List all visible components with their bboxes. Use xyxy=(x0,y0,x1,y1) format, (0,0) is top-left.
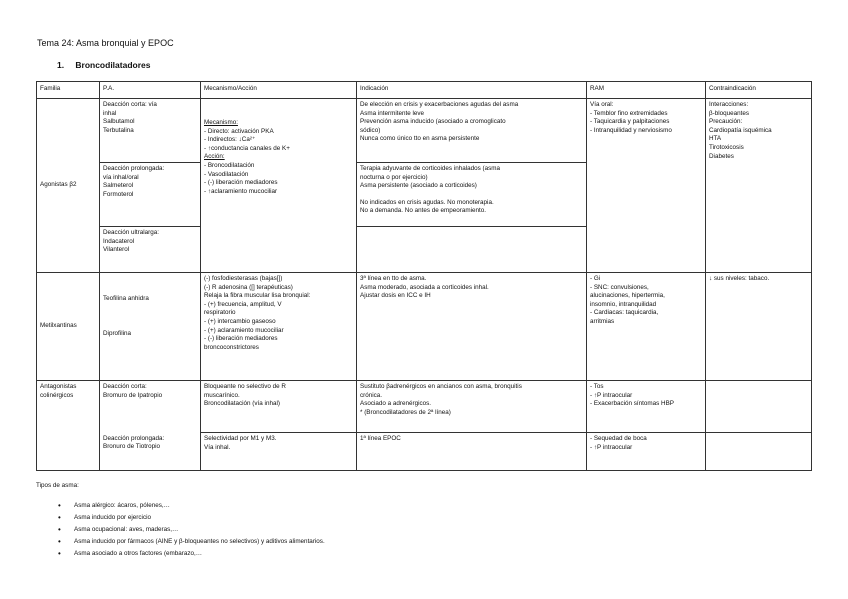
pa-ipratropio xyxy=(100,381,201,433)
table-row xyxy=(37,99,812,163)
cell-line: * (Broncodilatadores de 2ª línea) xyxy=(360,408,451,416)
pa-accion-prolongada xyxy=(100,163,201,227)
cell-line: Diabetes xyxy=(709,152,734,160)
list-item: • Asma asociado a otros factores (embarazo,… xyxy=(58,548,325,560)
cell-line: Bloqueante no selectivo de R xyxy=(204,383,286,390)
cell-line: Indacaterol xyxy=(103,237,135,245)
table-row xyxy=(37,273,812,381)
cell-line: - (+) intercambio gaseoso xyxy=(204,317,276,325)
cell-line: Sustituto βadrenérgicos en ancianos con asma, bronquitis xyxy=(360,383,522,390)
cell-line: - SNC: convulsiones, xyxy=(590,283,649,291)
cell-line: Diprofilina xyxy=(103,329,131,337)
cell-line: - Vasodilatación xyxy=(204,170,249,178)
mecanismo-metilxantinas xyxy=(201,273,357,381)
cell-line: 1ª línea EPOC xyxy=(360,435,401,442)
cell-line: Vilanterol xyxy=(103,246,130,254)
cell-line: sódico) xyxy=(360,126,381,134)
cell-line: Nunca como único tto en asma persistente xyxy=(360,135,480,143)
cell-line: - Exacerbación síntomas HBP xyxy=(590,400,674,408)
cell-line: (-) fosfodiesterasas (bajas[]) xyxy=(204,275,283,282)
cell-line: - ↑aclaramiento mucociliar xyxy=(204,187,278,195)
cell-line: Asociado a adrenérgicos. xyxy=(360,400,432,408)
cell-line: Deacción corta: vía xyxy=(103,101,157,108)
cell-line: Asma persistente (asociado a corticoides) xyxy=(360,182,477,190)
cell-line: vía inhal/oral xyxy=(103,173,139,181)
pa-accion-corta xyxy=(100,99,201,163)
cell-line: Interacciones: xyxy=(709,101,749,108)
bronchodilators-table xyxy=(36,81,812,471)
cell-line: 3ª línea en tto de asma. xyxy=(360,275,427,282)
cell-line: Relaja la fibra muscular lisa bronquial: xyxy=(204,292,311,300)
cell-line: (-) R adenosina ([] terapéuticas) xyxy=(204,283,293,291)
section-number: 1. xyxy=(57,60,65,70)
section-title: Broncodilatadores xyxy=(75,60,151,70)
cell-line: muscarínico. xyxy=(204,391,240,399)
cell-line: Bronuro de Tiotropio xyxy=(103,443,161,451)
cell-line: alucinaciones, hipertermia, xyxy=(590,292,665,300)
cell-line: No a demanda. No antes de empeoramiento. xyxy=(360,207,487,215)
contra-ipratropio xyxy=(706,381,812,433)
familia-antagonistas xyxy=(37,381,100,471)
cell-line: Formoterol xyxy=(103,190,134,198)
cell-line: - Broncodilatación xyxy=(204,161,255,169)
doc-title: Tema 24: Asma bronquial y EPOC xyxy=(37,38,174,48)
cell-line: Terapia adyuvante de corticoides inhalados (asma xyxy=(360,165,501,172)
indicacion-corta xyxy=(357,99,587,163)
ram-agonistas xyxy=(587,99,706,273)
header-mecanismo: Mecanismo/Acción xyxy=(201,82,357,99)
table-row xyxy=(37,433,812,471)
cell-line: - Directo: activación PKA xyxy=(204,127,274,135)
contra-tiotropio xyxy=(706,433,812,471)
cell-line: insomnio, intranquilidad xyxy=(590,300,657,308)
pa-tiotropio xyxy=(100,433,201,471)
asthma-types-list xyxy=(58,500,325,560)
cell-line: Salmeterol xyxy=(103,182,134,190)
list-item: • Asma inducido por ejercicio xyxy=(58,512,325,524)
cell-line: Deacción prolongada: xyxy=(103,165,165,172)
cell-line: - Indirectos: ↓Ca²⁺ xyxy=(204,136,256,144)
cell-line: - ↑conductancia canales de K+ xyxy=(204,144,290,152)
indicacion-metilxantinas xyxy=(357,273,587,381)
header-pa: P.A. xyxy=(100,82,201,99)
cell-line: - (-) liberación mediadores xyxy=(204,335,278,343)
indicacion-ipratropio xyxy=(357,381,587,433)
cell-line: Deacción corta: xyxy=(103,383,147,390)
cell-line: - (+) aclaramiento mucociliar xyxy=(204,326,284,334)
cell-line: Selectividad por M1 y M3. xyxy=(204,435,277,442)
ram-ipratropio xyxy=(587,381,706,433)
cell-line: De elección en crisis y exacerbaciones agudas del asma xyxy=(360,101,519,108)
cell-line: - Temblor fino extremidades xyxy=(590,109,668,117)
cell-line: - (+) frecuencia, amplitud, V xyxy=(204,300,282,308)
cell-line: - Cardiacas: taquicardia, xyxy=(590,309,659,317)
indicacion-prolongada xyxy=(357,163,587,227)
header-familia: Familia xyxy=(37,82,100,99)
familia-agonistas: Agonistas β2 xyxy=(37,99,100,273)
pa-metilxantinas xyxy=(100,273,201,381)
section-heading xyxy=(57,60,150,70)
header-indicacion: Indicación xyxy=(357,82,587,99)
cell-line: Prevención asma inducido (asociado a cromoglicato xyxy=(360,118,506,126)
cell-line: Bromuro de Ipatropio xyxy=(103,391,163,399)
cell-line: HTA xyxy=(709,135,722,143)
cell-line: - Tos xyxy=(590,383,604,390)
cell-line: colinérgicos xyxy=(40,391,74,399)
cell-line: Precaución: xyxy=(709,118,743,126)
cell-line: respiratorio xyxy=(204,309,236,317)
ram-metilxantinas xyxy=(587,273,706,381)
pa-accion-ultralarga xyxy=(100,227,201,273)
cell-line: Antagonistas xyxy=(40,383,77,390)
cell-line: Deacción ultralarga: xyxy=(103,229,160,236)
cell-line: - Taquicardia y palpitaciones xyxy=(590,118,670,126)
cell-line: broncoconstrictores xyxy=(204,343,259,351)
cell-line: crónica. xyxy=(360,391,383,399)
header-contraindicacion: Contraindicación xyxy=(706,82,812,99)
cell-line: nocturna o por ejercicio) xyxy=(360,173,428,181)
mecanismo-ipratropio xyxy=(201,381,357,433)
indicacion-tiotropio xyxy=(357,433,587,471)
cell-line: - ↑P intraocular xyxy=(590,391,633,399)
cell-line: arritmias xyxy=(590,317,615,325)
accion-title: Acción: xyxy=(204,153,225,161)
cell-line: Ajustar dosis en ICC e IH xyxy=(360,292,431,300)
contra-agonistas xyxy=(706,99,812,273)
table-header-row xyxy=(37,82,812,99)
mecanismo-tiotropio xyxy=(201,433,357,471)
table-row xyxy=(37,381,812,433)
mecanismo-title: Mecanismo: xyxy=(204,119,238,126)
cell-line: Salbutamol xyxy=(103,118,135,126)
header-ram: RAM xyxy=(587,82,706,99)
cell-line: Asma moderado, asociada a corticoides inhal. xyxy=(360,283,489,291)
cell-line: β-bloqueantes xyxy=(709,109,750,117)
list-item: • Asma alérgico: ácaros, pólenes,… xyxy=(58,500,325,512)
cell-line: Terbutalina xyxy=(103,126,134,134)
cell-line: Tirotoxicosis xyxy=(709,143,744,151)
cell-line: - Gi xyxy=(590,275,601,282)
mecanismo-agonistas xyxy=(201,99,357,273)
indicacion-ultralarga xyxy=(357,227,587,273)
cell-line: Vía oral: xyxy=(590,101,614,108)
contra-metilxantinas xyxy=(706,273,812,381)
cell-line: ↓ sus niveles: tabaco. xyxy=(709,275,770,282)
cell-line: - (-) liberación mediadores xyxy=(204,179,278,187)
cell-line: - Sequedad de boca xyxy=(590,435,647,442)
list-item: • Asma inducido por fármacos (AINE y β-bloqueantes no selectivos) y aditivos alimentarios. xyxy=(58,536,325,548)
list-item: • Asma ocupacional: aves, maderas,… xyxy=(58,524,325,536)
cell-line: Broncodilatación (vía inhal) xyxy=(204,400,280,408)
cell-line: - Intranquilidad y nerviosismo xyxy=(590,126,672,134)
cell-line: Asma intermitente leve xyxy=(360,109,425,117)
cell-line: Vía inhal. xyxy=(204,443,231,451)
cell-line: No indicados en crisis agudas. No monoterapia. xyxy=(360,198,494,206)
cell-line: Deacción prolongada: xyxy=(103,434,165,442)
asthma-types-title: Tipos de asma: xyxy=(36,482,79,489)
ram-tiotropio xyxy=(587,433,706,471)
cell-line: Teofilina anhidra xyxy=(103,295,149,302)
familia-metilxantinas: Metilxantinas xyxy=(37,273,100,381)
cell-line: inhal xyxy=(103,109,117,117)
cell-line: Cardiopatía isquémica xyxy=(709,126,772,134)
cell-line: - ↑P intraocular xyxy=(590,443,633,451)
